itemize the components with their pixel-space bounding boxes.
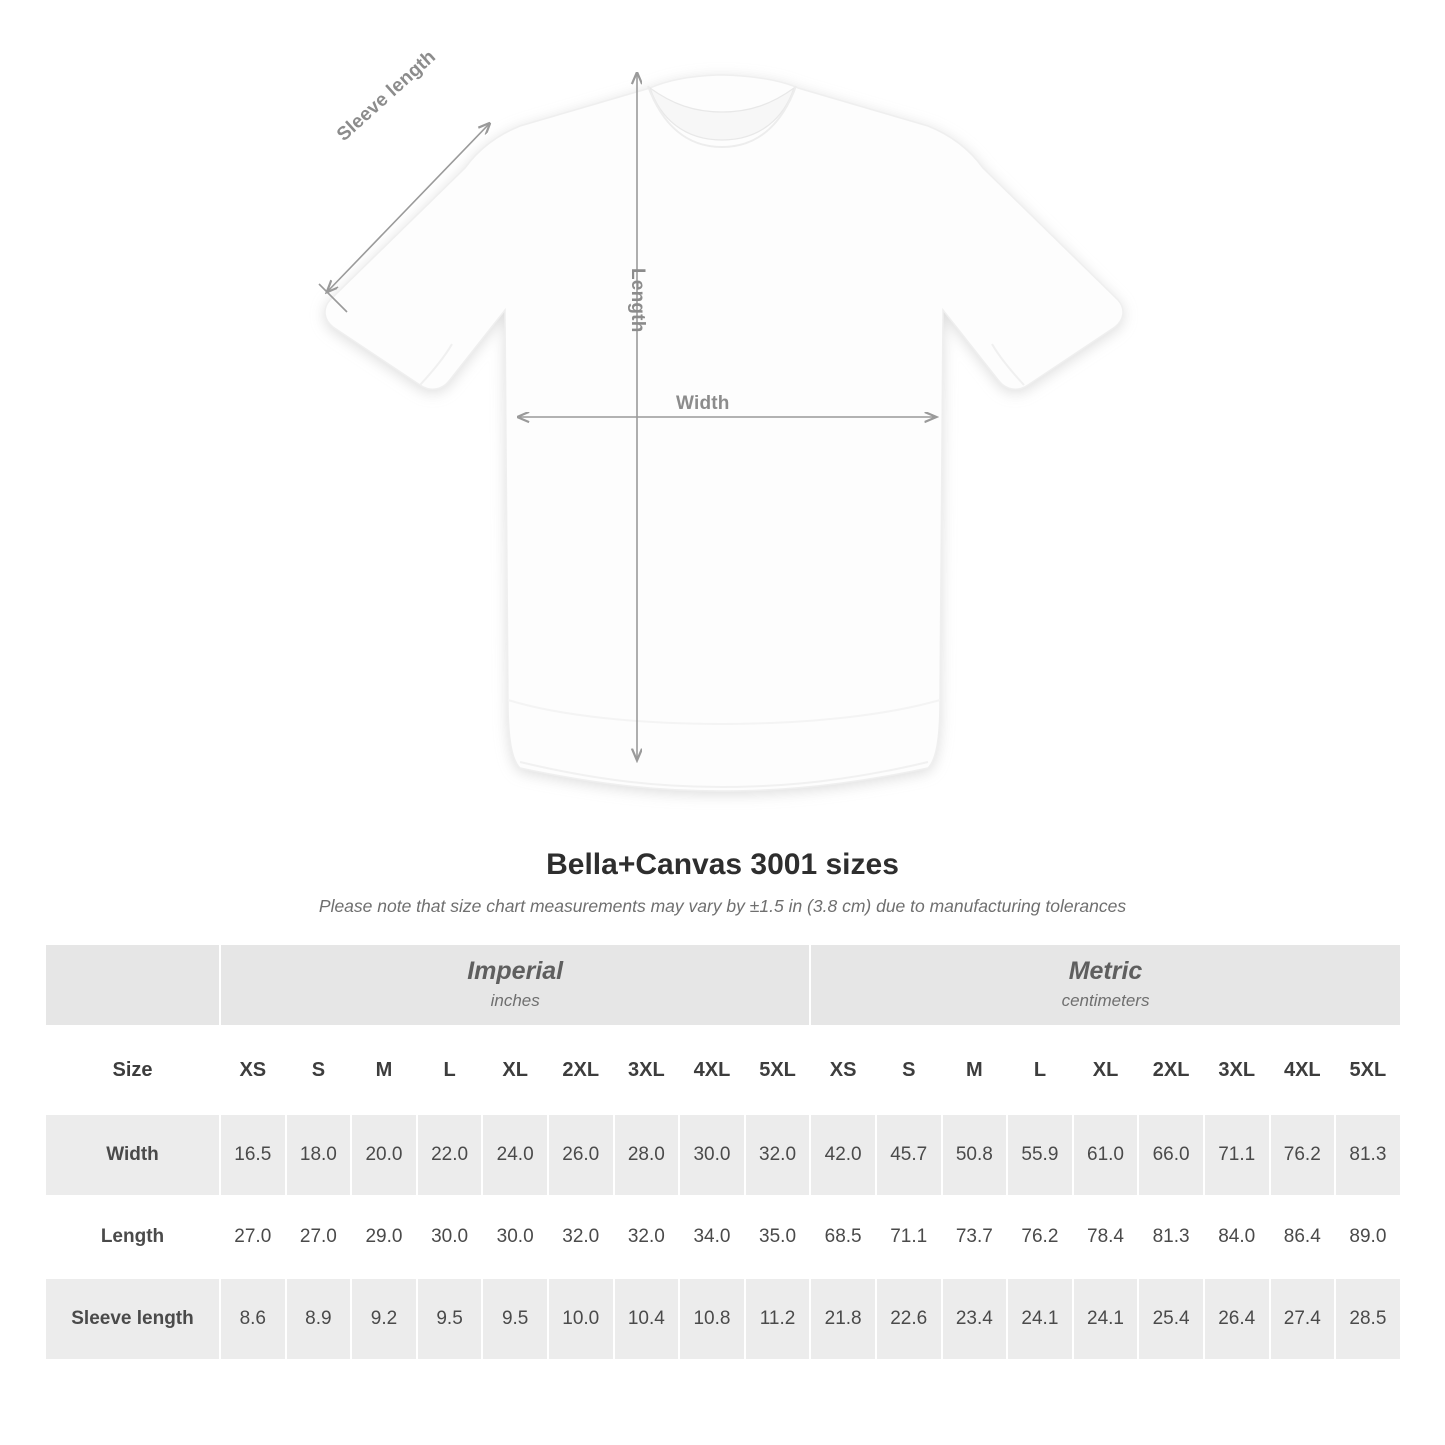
size-table-wrap	[44, 943, 1401, 1361]
table-row	[45, 1196, 1401, 1278]
measurement-cell: 25.4	[1138, 1278, 1204, 1360]
measurement-cell: 22.6	[876, 1278, 942, 1360]
measurement-cell: 10.4	[614, 1278, 680, 1360]
title-block	[0, 848, 1445, 917]
measurement-cell: 76.2	[1270, 1114, 1336, 1196]
measurement-cell: 8.6	[220, 1278, 286, 1360]
size-column-header: XS	[810, 1026, 876, 1114]
measurement-cell: 32.0	[614, 1196, 680, 1278]
measurement-cell: 45.7	[876, 1114, 942, 1196]
measurement-cell: 22.0	[417, 1114, 483, 1196]
measurement-cell: 24.1	[1073, 1278, 1139, 1360]
measurement-row-label: Width	[45, 1114, 220, 1196]
size-chart-table	[44, 943, 1402, 1361]
size-column-header: 5XL	[745, 1026, 811, 1114]
unit-group-sub: inches	[490, 991, 540, 1011]
table-row	[45, 1114, 1401, 1196]
measurement-cell: 28.5	[1335, 1278, 1401, 1360]
size-column-header: S	[286, 1026, 352, 1114]
measurement-cell: 30.0	[417, 1196, 483, 1278]
measurement-cell: 81.3	[1335, 1114, 1401, 1196]
measurement-cell: 50.8	[942, 1114, 1008, 1196]
size-column-header: M	[351, 1026, 417, 1114]
unit-group-metric	[810, 944, 1400, 1026]
unit-group-sub: centimeters	[1061, 991, 1150, 1011]
measurement-cell: 32.0	[548, 1196, 614, 1278]
measurement-cell: 81.3	[1138, 1196, 1204, 1278]
measurement-cell: 27.0	[220, 1196, 286, 1278]
tolerance-note: Please note that size chart measurements may vary by ±1.5 in (3.8 cm) due to manufacturing tolerances	[318, 896, 1127, 916]
measurement-row-label: Length	[45, 1196, 220, 1278]
measurement-cell: 11.2	[745, 1278, 811, 1360]
measurement-cell: 55.9	[1007, 1114, 1073, 1196]
measurement-cell: 27.0	[286, 1196, 352, 1278]
size-header-label: Size	[45, 1026, 220, 1114]
measurement-cell: 27.4	[1270, 1278, 1336, 1360]
sleeve-length-label: Sleeve length	[333, 46, 441, 146]
measurement-cell: 32.0	[745, 1114, 811, 1196]
measurement-cell: 34.0	[679, 1196, 745, 1278]
measurement-cell: 10.8	[679, 1278, 745, 1360]
measurement-cell: 8.9	[286, 1278, 352, 1360]
size-column-header: 2XL	[548, 1026, 614, 1114]
unit-group-name: Imperial	[467, 956, 564, 985]
measurement-cell: 24.0	[482, 1114, 548, 1196]
measurement-cell: 35.0	[745, 1196, 811, 1278]
size-column-header: 4XL	[679, 1026, 745, 1114]
table-row	[45, 1278, 1401, 1360]
size-column-header: 4XL	[1270, 1026, 1336, 1114]
measurement-cell: 84.0	[1204, 1196, 1270, 1278]
size-column-header: L	[417, 1026, 483, 1114]
measurement-cell: 71.1	[1204, 1114, 1270, 1196]
measurement-cell: 16.5	[220, 1114, 286, 1196]
size-column-header: L	[1007, 1026, 1073, 1114]
measurement-cell: 10.0	[548, 1278, 614, 1360]
measurement-cell: 21.8	[810, 1278, 876, 1360]
measurement-cell: 26.0	[548, 1114, 614, 1196]
size-column-header: XS	[220, 1026, 286, 1114]
table-corner-cell	[45, 944, 220, 1026]
size-column-header: 3XL	[614, 1026, 680, 1114]
unit-group-imperial	[220, 944, 810, 1026]
measurement-row-label: Sleeve length	[45, 1278, 220, 1360]
measurement-cell: 20.0	[351, 1114, 417, 1196]
measurement-cell: 9.5	[482, 1278, 548, 1360]
measurement-cell: 29.0	[351, 1196, 417, 1278]
size-column-header: S	[876, 1026, 942, 1114]
width-label: Width	[676, 393, 730, 414]
measurement-cell: 78.4	[1073, 1196, 1139, 1278]
unit-group-name: Metric	[1068, 956, 1143, 985]
size-column-header: 2XL	[1138, 1026, 1204, 1114]
tshirt-shape	[325, 75, 1123, 791]
measurement-cell: 9.2	[351, 1278, 417, 1360]
measurement-cell: 30.0	[482, 1196, 548, 1278]
size-column-header: XL	[1073, 1026, 1139, 1114]
size-column-header: XL	[482, 1026, 548, 1114]
measurement-cell: 73.7	[942, 1196, 1008, 1278]
measurement-cell: 26.4	[1204, 1278, 1270, 1360]
measurement-cell: 89.0	[1335, 1196, 1401, 1278]
measurement-cell: 76.2	[1007, 1196, 1073, 1278]
measurement-cell: 61.0	[1073, 1114, 1139, 1196]
measurement-cell: 24.1	[1007, 1278, 1073, 1360]
measurement-cell: 86.4	[1270, 1196, 1336, 1278]
measurement-cell: 66.0	[1138, 1114, 1204, 1196]
size-header-row	[45, 1026, 1401, 1114]
size-column-header: 3XL	[1204, 1026, 1270, 1114]
measurement-cell: 68.5	[810, 1196, 876, 1278]
size-column-header: M	[942, 1026, 1008, 1114]
measurement-cell: 30.0	[679, 1114, 745, 1196]
page-title: Bella+Canvas 3001 sizes	[546, 848, 899, 881]
measurement-cell: 9.5	[417, 1278, 483, 1360]
measurement-cell: 23.4	[942, 1278, 1008, 1360]
size-column-header: 5XL	[1335, 1026, 1401, 1114]
measurement-cell: 42.0	[810, 1114, 876, 1196]
measurement-cell: 18.0	[286, 1114, 352, 1196]
measurement-cell: 28.0	[614, 1114, 680, 1196]
measurement-cell: 71.1	[876, 1196, 942, 1278]
length-label: Length	[627, 268, 648, 333]
unit-group-row	[45, 944, 1401, 1026]
